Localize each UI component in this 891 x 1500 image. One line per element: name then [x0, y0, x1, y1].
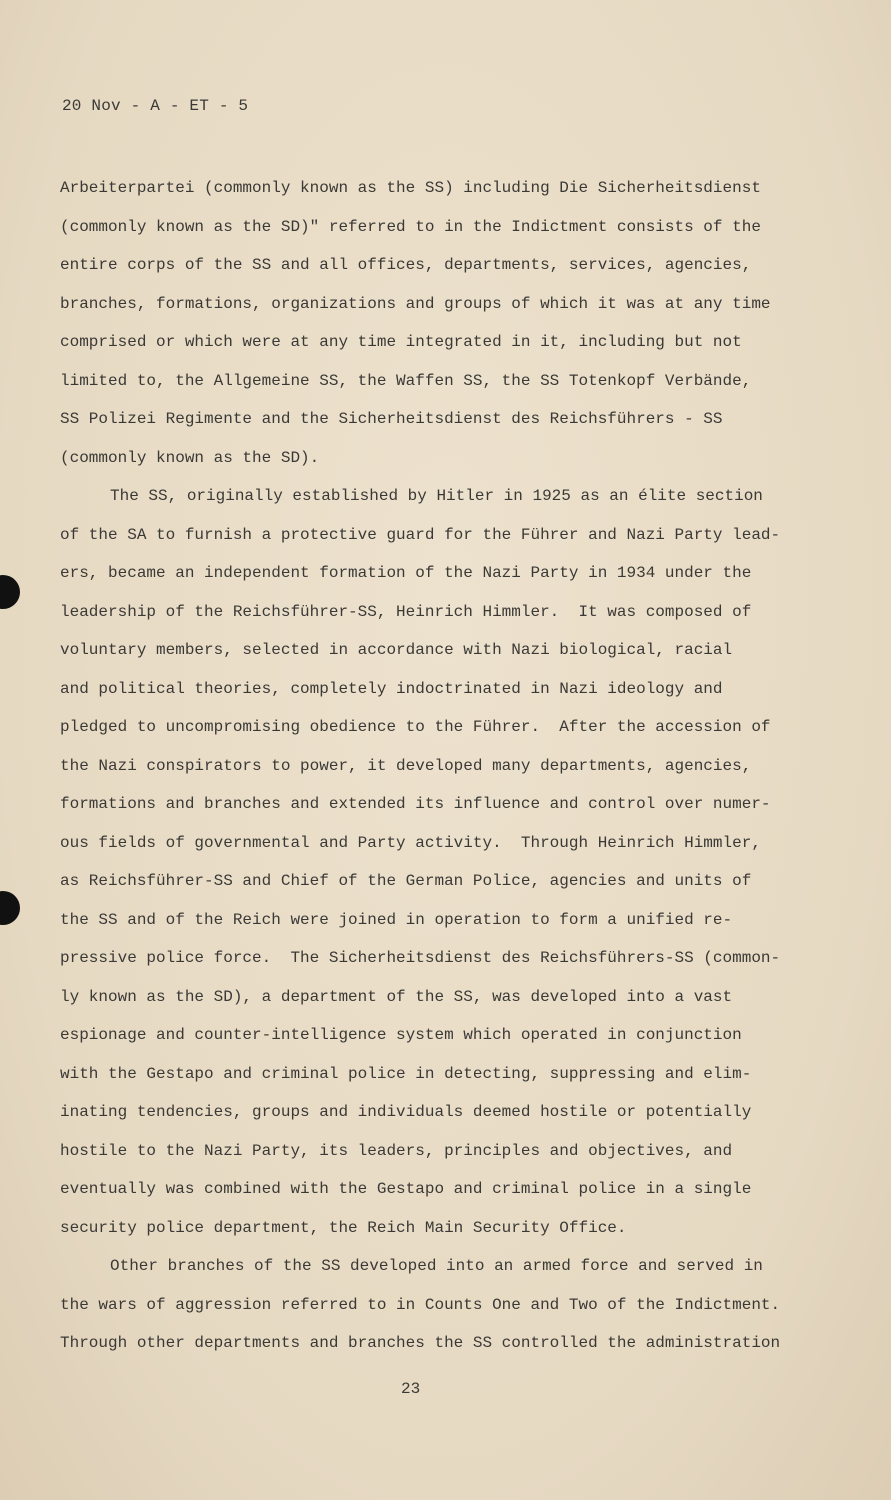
- text-line: the SS and of the Reich were joined in operation to form a unified re-: [60, 910, 733, 929]
- text-line: ous fields of governmental and Party activity. Through Heinrich Himmler,: [60, 833, 761, 852]
- text-line: espionage and counter-intelligence system which operated in conjunction: [60, 1026, 742, 1044]
- text-line: and political theories, completely indoctrinated in Nazi ideology and: [60, 679, 723, 698]
- text-line: of the SA to furnish a protective guard for the Führer and Nazi Party lead-: [60, 525, 781, 544]
- text-line: voluntary members, selected in accordance with Nazi biological, racial: [60, 641, 733, 659]
- text-line: The SS, originally established by Hitler in 1925 as an élite section: [110, 487, 763, 505]
- text-line: the wars of aggression referred to in Counts One and Two of the Indictment.: [60, 1295, 781, 1314]
- text-line: hostile to the Nazi Party, its leaders, principles and objectives, and: [60, 1141, 733, 1160]
- text-line: security police department, the Reich Main Security Office.: [60, 1218, 627, 1237]
- document-body: [60, 169, 860, 1363]
- binder-hole: [0, 891, 20, 925]
- paragraph: [60, 477, 860, 1247]
- text-line: with the Gestapo and criminal police in detecting, suppressing and elim-: [60, 1064, 752, 1083]
- text-line: entire corps of the SS and all offices, departments, services, agencies,: [60, 256, 752, 274]
- text-line: limited to, the Allgemeine SS, the Waffen SS, the SS Totenkopf Verbände,: [60, 371, 752, 390]
- text-line: branches, formations, organizations and groups of which it was at any time: [60, 294, 771, 313]
- text-line: formations and branches and extended its influence and control over numer-: [60, 795, 771, 813]
- text-line: inating tendencies, groups and individuals deemed hostile or potentially: [60, 1103, 752, 1121]
- text-line: pressive police force. The Sicherheitsdienst des Reichsführers-SS (common-: [60, 949, 781, 967]
- text-line: (commonly known as the SD)" referred to in the Indictment consists of the: [60, 217, 761, 236]
- text-line: Other branches of the SS developed into an armed force and served in: [110, 1257, 763, 1275]
- document-header: 20 Nov - A - ET - 5: [62, 97, 249, 115]
- text-line: ly known as the SD), a department of the SS, was developed into a vast: [60, 987, 733, 1006]
- text-line: as Reichsführer-SS and Chief of the German Police, agencies and units of: [60, 872, 752, 890]
- paragraph: [60, 1247, 860, 1363]
- text-line: Through other departments and branches the SS controlled the administration: [60, 1334, 781, 1352]
- text-line: eventually was combined with the Gestapo and criminal police in a single: [60, 1180, 752, 1198]
- text-line: leadership of the Reichsführer-SS, Heinrich Himmler. It was composed of: [60, 602, 752, 621]
- text-line: the Nazi conspirators to power, it developed many departments, agencies,: [60, 756, 752, 775]
- binder-hole: [0, 575, 20, 609]
- paragraph: [60, 169, 860, 477]
- page-number: 23: [401, 1380, 421, 1398]
- text-line: Arbeiterpartei (commonly known as the SS) including Die Sicherheitsdienst: [60, 179, 761, 197]
- text-line: pledged to uncompromising obedience to the Führer. After the accession of: [60, 718, 771, 736]
- text-line: SS Polizei Regimente and the Sicherheitsdienst des Reichsführers - SS: [60, 410, 723, 428]
- text-line: (commonly known as the SD).: [60, 448, 320, 467]
- text-line: ers, became an independent formation of the Nazi Party in 1934 under the: [60, 564, 752, 582]
- text-line: comprised or which were at any time integrated in it, including but not: [60, 333, 742, 351]
